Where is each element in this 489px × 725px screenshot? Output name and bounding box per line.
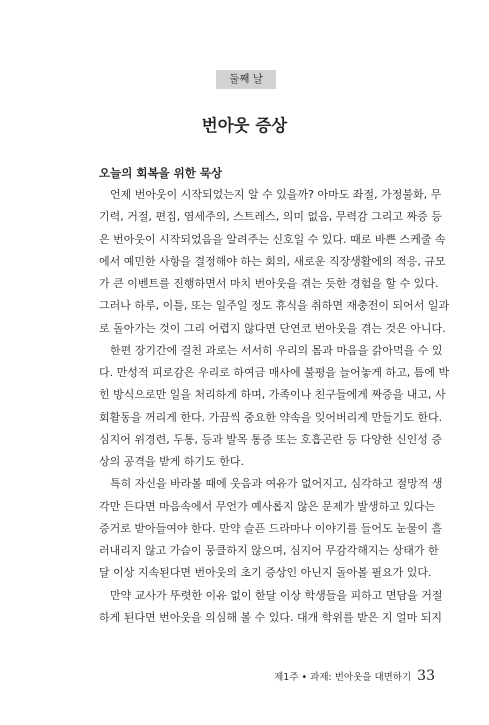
page-number: 33	[417, 668, 435, 684]
section-heading: 오늘의 회복을 위한 묵상	[99, 166, 223, 180]
text-line: 다. 만성적 피로감은 우리로 하여금 매사에 불평을 늘어놓게 하고, 틈에 박	[99, 366, 450, 379]
running-title: 제1주 • 과제: 번아웃을 대면하기	[274, 672, 412, 683]
text-line: 특히 자신을 바라볼 때에 웃음과 여유가 없어지고, 심각하고 절망적 생	[110, 477, 443, 491]
text-line: 심지어 위경련, 두통, 등과 발목 통증 또는 호흡곤란 등 다양한 신인성 증	[99, 432, 442, 446]
text-line: 한편 장기간에 걸친 과로는 서서히 우리의 몸과 마음을 갉아먹을 수 있	[110, 343, 443, 357]
text-line: 러내리지 않고 가슴이 뭉클하지 않으며, 심지어 무감각해지는 상태가 한	[99, 544, 439, 557]
body-text	[99, 184, 450, 629]
chapter-title: 번아웃 증상	[201, 116, 288, 135]
text-line: 힌 방식으로만 일을 처리하게 하며, 가족이나 친구들에게 짜증을 내고, 사	[99, 388, 446, 402]
text-line: 언제 번아웃이 시작되었는지 알 수 있을까? 아마도 좌절, 가정불화, 무	[110, 188, 442, 201]
day-label: 둘째 날	[216, 70, 276, 89]
page-footer	[274, 668, 435, 684]
text-line: 가 큰 이벤트를 진행하면서 마치 번아웃을 겪는 듯한 경험을 할 수 있다.	[99, 277, 439, 290]
text-line: 상의 공격을 받게 하기도 한다.	[99, 455, 244, 468]
text-line: 에서 예민한 사항을 결정해야 하는 회의, 새로운 직장생활에의 적응, 규모	[99, 254, 446, 268]
text-line: 회활동을 꺼리게 한다. 가끔씩 중요한 약속을 잊어버리게 만들기도 한다.	[99, 410, 443, 424]
text-line: 그러나 하루, 이틀, 또는 일주일 정도 휴식을 취하면 재충전이 되어서 일과	[99, 299, 450, 313]
text-line: 기력, 거절, 편집, 염세주의, 스트레스, 의미 없음, 무력감 그리고 짜증 등	[99, 210, 442, 224]
text-line: 하게 된다면 번아웃을 의심해 볼 수 있다. 대개 학위를 받은 지 얼마 되지	[99, 610, 442, 624]
text-line: 만약 교사가 뚜렷한 이유 없이 한달 이상 학생들을 피하고 면담을 거절	[110, 588, 443, 602]
text-line: 은 번아웃이 시작되었음을 알려주는 신호일 수 있다. 때로 바쁜 스케줄 속	[99, 232, 446, 246]
text-line: 로 돌아가는 것이 그리 어렵지 않다면 단연코 번아웃을 겪는 것은 아니다.	[99, 321, 446, 335]
text-line: 각만 든다면 마음속에서 무언가 예사롭지 않은 문제가 발생하고 있다는	[99, 499, 436, 513]
text-line: 증거로 받아들여야 한다. 만약 슬픈 드라마나 이야기를 들어도 눈물이 흘	[99, 521, 443, 535]
text-line: 달 이상 지속된다면 번아웃의 초기 증상인 아닌지 돌아볼 필요가 있다.	[99, 566, 432, 580]
